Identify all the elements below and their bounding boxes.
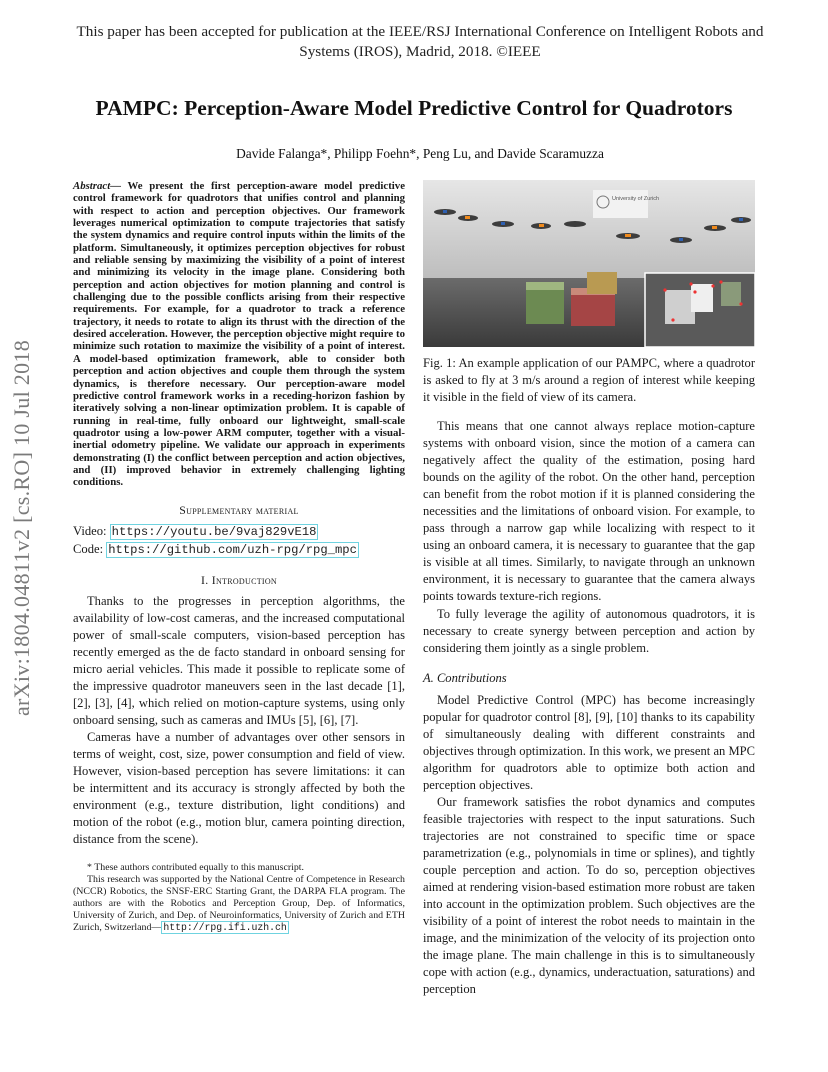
paper-title: PAMPC: Perception-Aware Model Predictive Control for Quadrotors: [95, 96, 733, 120]
publication-notice: This paper has been accepted for publication at the IEEE/RSJ International Conference on Intelligent Robots and Systems (IROS), Madrid, 2018. ©IEEE: [76, 23, 764, 60]
abstract-label: Abstract—: [73, 180, 121, 192]
figure-1-caption: Fig. 1: An example application of our PAMPC, where a quadrotor is asked to fly at 3 m/s around a region of interest while keeping it visible in the field of view of its camera.: [423, 356, 755, 404]
supplementary-links: [73, 523, 405, 559]
footnote-funding-text: This research was supported by the National Centre of Competence in Research (NCCR) Robotics, the SNSF-ERC Starting Grant, the DARPA FLA program. The authors are with the Robotics and Perception Group, Dep. of Informatics, University of Zurich, and Dep. of Neuroinformatics, University of Zurich and ETH Zurich, Switzerland—: [73, 874, 405, 934]
supplementary-heading: Supplementary material: [179, 502, 299, 517]
video-label: Video:: [73, 523, 110, 538]
contributions-heading: A. Contributions: [423, 670, 507, 685]
footnote-equal-contribution: * These authors contributed equally to this manuscript.: [87, 862, 305, 874]
video-link[interactable]: https://youtu.be/9vaj829vE18: [111, 524, 317, 539]
footnote-funding: [73, 874, 405, 934]
right-paragraph-4: Our framework satisfies the robot dynamics and computes feasible trajectories with respect to the input saturations. Such trajectories are not constrained to specific time or space parametrization (e.g., polynomials in time or splines), and tightly couple perception and action. To do so, perception objectives aimed at rendering vision-based estimation more robust are taken into account in the optimization problem. Such objectives are the visibility of a point of interest the robot needs to maintain in the image, and the minimization of the velocity of its projection onto the image plane. The main challenge in this is to simultaneously cope with action (e.g., dynamics, underactuation, saturations) and perception: [423, 794, 755, 997]
right-paragraph-1: This means that one cannot always replace motion-capture systems with onboard vision, since the motion of a camera can negatively affect the quality of the estimation, posing hard bounds on the agility of the robot. On the other hand, perception can benefit from the robot motion if it is planned considering the necessities and the limitations of onboard vision. For example, to pass through a narrow gap while localizing with respect to it using an onboard camera, it is necessary to guarantee that the gap is visible at all times. Similarly, to navigate through an unknown environment, it is necessary to guarantee that the camera always points towards texture-rich regions.: [423, 419, 755, 604]
video-line: [73, 523, 405, 541]
rpg-website-link[interactable]: http://rpg.ifi.uzh.ch: [163, 922, 287, 934]
intro-paragraph-1: Thanks to the progresses in perception algorithms, the availability of low-cost cameras, and the increased computational power of small-scale computers, vision-based perception has recently emerged as the de facto standard in onboard sensing for micro aerial vehicles. This made it possible to replicate some of the impressive quadrotor maneuvers seen in the last decade [1], [2], [3], [4], which relied on motion-capture systems, using only onboard sensing, such as cameras and IMUs [5], [6], [7].: [73, 593, 405, 727]
left-column: [73, 180, 405, 934]
code-label: Code:: [73, 541, 107, 556]
introduction-heading: I. Introduction: [200, 572, 278, 587]
paper-authors: Davide Falanga*, Philipp Foehn*, Peng Lu, and Davide Scaramuzza: [236, 146, 604, 161]
right-column: [423, 180, 755, 999]
footnotes: [73, 862, 405, 934]
right-paragraph-2: To fully leverage the agility of autonomous quadrotors, it is necessary to create synergy between perception and action by considering them jointly as a single problem.: [423, 606, 755, 655]
abstract-text: We present the first perception-aware model predictive control framework for quadrotors that unifies control and planning with respect to action and perception objectives. Our framework leverages numerical optimization to compute trajectories that satisfy the system dynamics and require control inputs within the limits of the platform. Simultaneously, it optimizes perception objectives for robust and reliable sensing by maximizing the visibility of a point of interest and minimizing its velocity in the image plane. Considering both perception and action objectives for motion planning and control is challenging due to the possible conflicts arising from their respective requirements. For example, for a quadrotor to track a reference trajectory, it needs to rotate to align its thrust with the direction of the desired acceleration. However, the perception objective might require to minimize such rotation to maximize the visibility of a point of interest. A model-based optimization framework, able to consider both perception and action objectives and couple them through the system dynamics, is therefore necessary. Our perception-aware model predictive control framework works in a receding-horizon fashion by iteratively solving a non-linear optimization problem. It is capable of running in real-time, fully onboard our lightweight, small-scale quadrotor using a low-power ARM computer, together with a visual-inertial odometry pipeline. We validate our approach in experiments demonstrating (I) the conflict between perception and action objectives, and (II) improved behavior in extremely challenging lighting conditions.: [73, 180, 405, 489]
arxiv-identifier: arXiv:1804.04811v2 [cs.RO] 10 Jul 2018: [9, 339, 34, 717]
code-line: [73, 541, 405, 559]
code-link[interactable]: https://github.com/uzh-rpg/rpg_mpc: [108, 542, 357, 557]
intro-paragraph-2: Cameras have a number of advantages over other sensors in terms of weight, cost, size, power consumption and field of view. However, vision-based perception has severe limitations: it can be intermittent and its accuracy is strongly affected by both the environment (e.g., texture distribution, light conditions) and motion of the robot (e.g., motion blur, camera pointing direction, distance from the scene).: [73, 729, 405, 847]
abstract: [73, 180, 405, 489]
wall-logo-text: University of Zurich: [612, 196, 660, 202]
figure-1-photo: [423, 180, 755, 347]
quadrotor-scene-image: [423, 180, 755, 347]
right-paragraph-3: Model Predictive Control (MPC) has become increasingly popular for quadrotor control [8], [9], [10] thanks to its capability of simultaneously dealing with different constraints and objectives through optimization. In this work, we present an MPC algorithm for quadrotors able to optimize both action and perception objectives.: [423, 692, 755, 792]
